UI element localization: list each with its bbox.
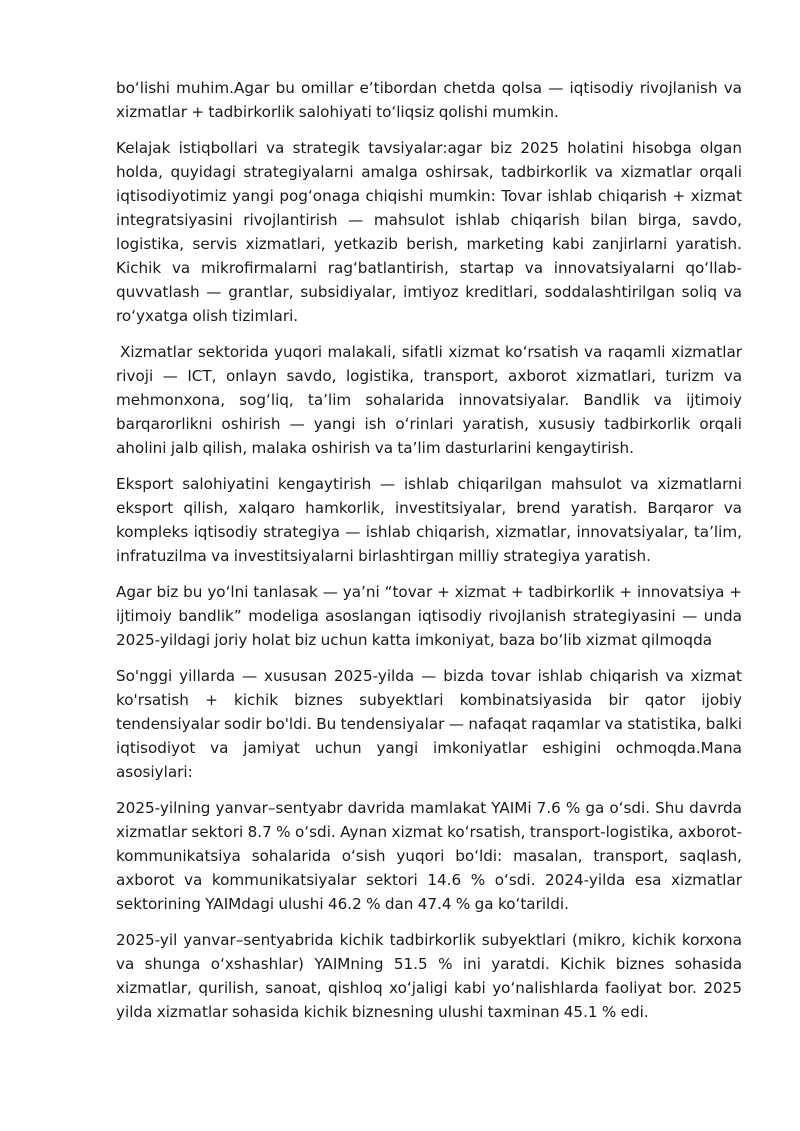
paragraph-small-business-share: 2025-yil yanvar–sentyabrida kichik tadbirkorlik subyektlari (mikro, kichik korxona va shunga oʻxshashlar) YAIMning 51.5 % ini yaratdi. Kichik biznes sohasida xizmatlar, qurilish, sanoat, qishloq xoʻjaligi kabi yoʻnalishlarda faoliyat bor. 2025 yilda xizmatlar sohasida kichik biznesning ulushi taxminan 45.1 % edi. bbox=[116, 931, 742, 1021]
paragraph-chosen-path: Agar biz bu yoʻlni tanlasak — yaʼni “tovar + xizmat + tadbirkorlik + innovatsiya + ijtimoiy bandlik” modeliga asoslangan iqtisodiy rivojlanish strategiyasini — unda 2025-yildagi joriy holat biz uchun katta imkoniyat, baza boʻlib xizmat qilmoqda bbox=[116, 583, 742, 649]
paragraph-future-prospects: Kelajak istiqbollari va strategik tavsiyalar:agar biz 2025 holatini hisobga olgan holda, quyidagi strategiyalarni amalga oshirsak, tadbirkorlik va xizmatlar orqali iqtisodiyotimiz yangi pogʻonaga chiqishi mumkin: Tovar ishlab chiqarish + xizmat integratsiyasini rivojlantirish — mahsulot ishlab chiqarish bilan birga, savdo, logistika, servis xizmatlari, yetkazib berish, marketing kabi zanjirlarni yaratish. Kichik va mikrofirmalarni ragʻbatlantirish, startap va innovatsiyalarni qoʻllab-quvvatlash — grantlar, subsidiyalar, imtiyoz kreditlari, soddalashtirilgan soliq va roʻyxatga olish tizimlari. bbox=[116, 139, 742, 325]
paragraph-export-potential: Eksport salohiyatini kengaytirish — ishlab chiqarilgan mahsulot va xizmatlarni eksport qilish, xalqaro hamkorlik, investitsiyalar, brend yaratish. Barqaror va kompleks iqtisodiy strategiya — ishlab chiqarish, xizmatlar, innovatsiyalar, taʼlim, infratuzilma va investitsiyalarni birlashtirgan milliy strategiya yaratish. bbox=[116, 475, 742, 565]
paragraph-recent-trends: So'nggi yillarda — xususan 2025-yilda — bizda tovar ishlab chiqarish va xizmat ko'rsatish + kichik biznes subyektlari kombinatsiyasida bir qator ijobiy tendensiyalar sodir bo'ldi. Bu tendensiyalar — nafaqat raqamlar va statistika, balki iqtisodiyot va jamiyat uchun yangi imkoniyatlar eshigini ochmoqda.Mana asosiylari: bbox=[116, 667, 742, 781]
paragraph-gdp-growth: 2025-yilning yanvar–sentyabr davrida mamlakat YAIMi 7.6 % ga oʻsdi. Shu davrda xizmatlar sektori 8.7 % oʻsdi. Aynan xizmat koʻrsatish, transport-logistika, axborot-kommunikatsiya sohalarida oʻsish yuqori boʻldi: masalan, transport, saqlash, axborot va kommunikatsiyalar sektori 14.6 % oʻsdi. 2024-yilda esa xizmatlar sektorining YAIMdagi ulushi 46.2 % dan 47.4 % ga koʻtarildi. bbox=[116, 799, 742, 913]
paragraph-intro-continuation: boʻlishi muhim.Agar bu omillar eʼtibordan chetda qolsa — iqtisodiy rivojlanish va xizmatlar + tadbirkorlik salohiyati toʻliqsiz qolishi mumkin. bbox=[116, 79, 742, 121]
paragraph-services-sector: Xizmatlar sektorida yuqori malakali, sifatli xizmat koʻrsatish va raqamli xizmatlar rivoji — ICT, onlayn savdo, logistika, transport, axborot xizmatlari, turizm va mehmonxona, sogʻliq, taʼlim sohalarida innovatsiyalar. Bandlik va ijtimoiy barqarorlikni oshirish — yangi ish oʻrinlari yaratish, xususiy tadbirkorlik orqali aholini jalb qilish, malaka oshirish va taʼlim dasturlarini kengaytirish. bbox=[116, 343, 742, 457]
document-page bbox=[116, 76, 742, 1036]
